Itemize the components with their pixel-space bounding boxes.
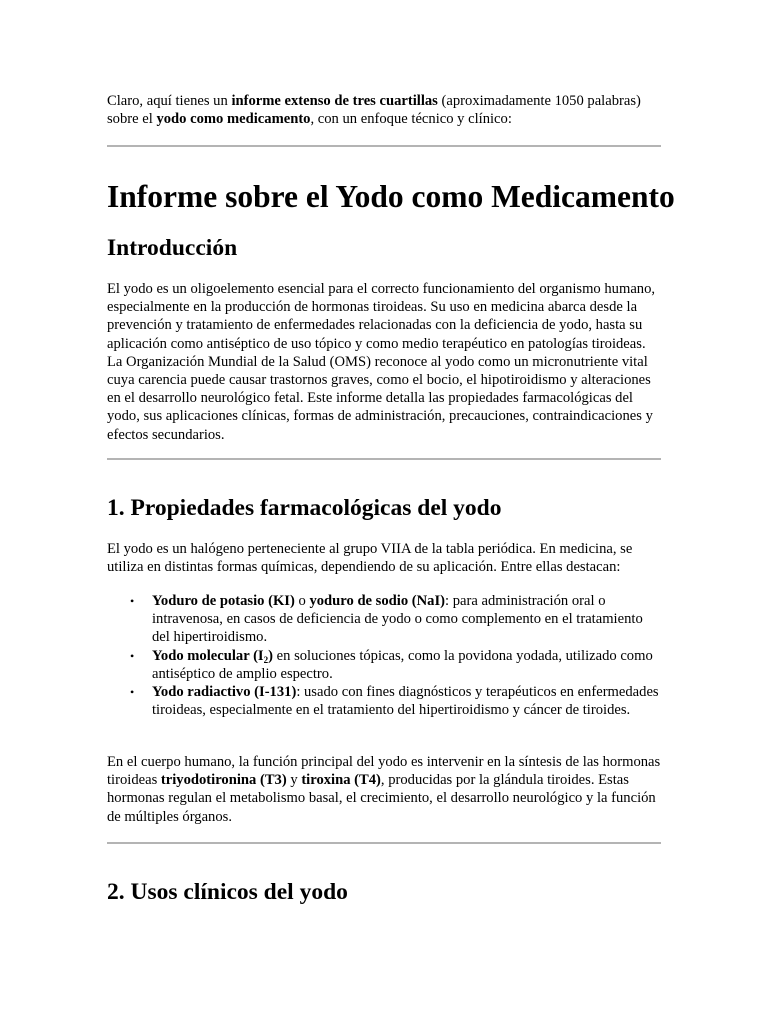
closing-text: En el cuerpo humano, la función principal del yodo es intervenir en la síntesis de las hormonas tiroideas	[107, 754, 661, 789]
list-item	[107, 592, 663, 647]
bullet-icon: •	[130, 648, 135, 663]
divider	[107, 458, 661, 460]
closing-bold-t3: triyodotironina (T3)	[160, 772, 287, 789]
list-item-text: o	[294, 593, 310, 609]
introduccion-paragraph: El yodo es un oligoelemento esencial para el correcto funcionamiento del organismo humano, especialmente en la producción de hormonas tiroideas. Su uso en medicina abarca desde la prevención y tratamiento de enfermedades relacionadas con la deficiencia de yodo, hasta su aplicación como antiséptico de uso tópico y como medio terapéutico en patologías tiroideas. La Organización Mundial de la Salud (OMS) reconoce al yodo como un micronutriente vital cuya carencia puede causar trastornos graves, como el bocio, el hipotiroidismo y alteraciones en el desarrollo neurológico fetal. Este informe detalla las propiedades farmacológicas del yodo, sus aplicaciones clínicas, formas de administración, precauciones, contraindicaciones y efectos secundarios.	[107, 281, 656, 443]
bullet-icon: •	[130, 685, 135, 700]
list-item-bold: Yodo molecular (I	[152, 647, 264, 664]
section1-heading: 1. Propiedades farmacológicas del yodo	[107, 495, 502, 521]
preface-bold-length: informe extenso de tres cuartillas	[231, 93, 438, 109]
list-item	[107, 683, 663, 719]
preface-text: (aproximadamente 1050 palabras) sobre el	[107, 93, 641, 128]
list-item-text: : usado con fines diagnósticos y terapéuticos en enfermedades tiroideas, especialmente en el tratamiento del hipertiroidismo y cáncer de tiroides.	[152, 684, 659, 719]
list-item-bold: Yodo radiactivo (I-131)	[152, 684, 297, 701]
divider	[107, 842, 661, 844]
preface-text: , con un enfoque técnico y clínico:	[310, 111, 512, 128]
section1-closing-paragraph	[107, 753, 663, 826]
preface-bold-topic: yodo como medicamento	[156, 111, 311, 128]
preface-text: Claro, aquí tienes un	[107, 93, 232, 109]
list-item	[107, 647, 663, 683]
iodine-forms-list	[107, 592, 663, 719]
introduccion-heading: Introducción	[107, 235, 238, 261]
closing-text: , producidas por la glándula tiroides. Estas hormonas regulan el metabolismo basal, el crecimiento, el desarrollo neurológico y la función de múltiples órganos.	[107, 772, 656, 825]
preface-paragraph	[107, 92, 663, 128]
bullet-icon: •	[130, 594, 135, 608]
list-item-text: : para administración oral o intravenosa, en casos de deficiencia de yodo o como complemento en el tratamiento del hipertiroidismo.	[152, 593, 643, 646]
list-item-bold: )	[268, 647, 273, 664]
section2-heading: 2. Usos clínicos del yodo	[107, 879, 348, 905]
list-item-bold: yoduro de sodio (NaI)	[309, 593, 446, 609]
closing-bold-t4: tiroxina (T4)	[301, 772, 381, 789]
closing-text: y	[286, 772, 302, 789]
section1-paragraph: El yodo es un halógeno perteneciente al grupo VIIA de la tabla periódica. En medicina, se utiliza en distintas formas químicas, dependiendo de su aplicación. Entre ellas destacan:	[107, 541, 633, 576]
subscript: 2	[263, 654, 269, 665]
divider	[107, 145, 661, 147]
document-title: Informe sobre el Yodo como Medicamento	[107, 179, 675, 214]
list-item-text: en soluciones tópicas, como la povidona yodada, utilizado como antiséptico de amplio espectro.	[152, 647, 653, 682]
list-item-bold: Yoduro de potasio (KI)	[152, 593, 295, 609]
